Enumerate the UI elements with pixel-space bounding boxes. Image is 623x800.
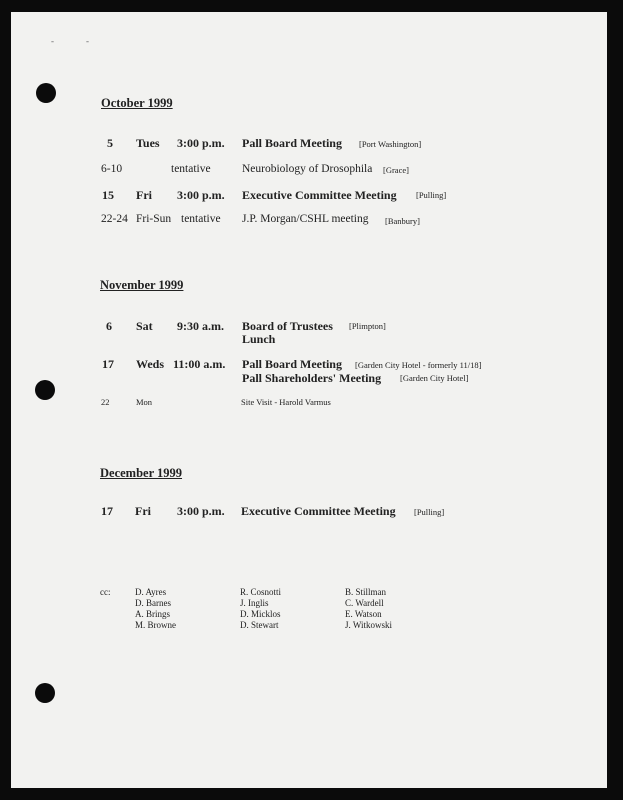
cc-column (135, 587, 176, 631)
cc-name: M. Browne (135, 620, 176, 630)
binder-hole (35, 380, 55, 400)
entry-time: tentative (181, 213, 221, 225)
entry-location: [Pulling] (414, 507, 445, 517)
entry-event: Board of Trustees (242, 319, 333, 333)
entry-time: 3:00 p.m. (177, 188, 225, 202)
entry-day: 17 (101, 504, 113, 518)
cc-name: D. Stewart (240, 620, 279, 630)
cc-name: J. Witkowski (345, 620, 392, 630)
entry-location: [Garden City Hotel - formerly 11/18] (355, 360, 482, 370)
cc-column (240, 587, 281, 631)
entry-time: 9:30 a.m. (177, 319, 224, 333)
entry-dow: Fri-Sun (136, 213, 172, 225)
entry-event: J.P. Morgan/CSHL meeting (242, 213, 369, 225)
entry-location: [Banbury] (385, 216, 420, 226)
entry-location: [Plimpton] (349, 321, 386, 331)
entry-day: 15 (102, 188, 114, 202)
entry-dow: Fri (135, 504, 151, 518)
entry-time: tentative (171, 163, 211, 175)
page-mark: - (86, 36, 89, 46)
entry-time: 3:00 p.m. (177, 136, 225, 150)
entry-day: 22-24 (101, 213, 128, 225)
entry-day: 22 (101, 397, 110, 407)
cc-column (345, 587, 392, 631)
entry-day: 6 (106, 319, 112, 333)
entry-dow: Fri (136, 188, 152, 202)
cc-name: R. Cosnotti (240, 587, 282, 597)
cc-name: D. Micklos (240, 609, 281, 619)
entry-location: [Port Washington] (359, 139, 422, 149)
entry-day: 6-10 (101, 163, 123, 175)
cc-name: B. Stillman (345, 587, 387, 597)
entry-day: 5 (107, 136, 113, 150)
month-heading-november: November 1999 (100, 278, 184, 292)
cc-name: J. Inglis (240, 598, 269, 608)
cc-name: A. Brings (135, 609, 171, 619)
entry-time: 3:00 p.m. (177, 504, 225, 518)
page-mark: - (51, 36, 54, 46)
entry-event: Pall Board Meeting (242, 136, 342, 150)
entry-dow: Mon (136, 397, 153, 407)
entry-event: Executive Committee Meeting (241, 504, 396, 518)
entry-event: Site Visit - Harold Varmus (241, 397, 331, 407)
cc-name: E. Watson (345, 609, 382, 619)
entry-dow: Sat (136, 319, 153, 333)
month-heading-december: December 1999 (100, 466, 183, 480)
entry-dow: Weds (136, 357, 165, 371)
binder-hole (36, 83, 56, 103)
cc-name: C. Wardell (345, 598, 384, 608)
cc-label: cc: (100, 587, 111, 597)
entry-event: Neurobiology of Drosophila (242, 163, 373, 175)
entry-day: 17 (102, 357, 114, 371)
entry-location: [Grace] (383, 165, 409, 175)
entry-event-line2: Pall Shareholders' Meeting (242, 371, 382, 385)
entry-event: Pall Board Meeting (242, 357, 342, 371)
binder-hole (35, 683, 55, 703)
month-heading-october: October 1999 (101, 96, 173, 110)
entry-event-line2: Lunch (242, 332, 276, 346)
entry-time: 11:00 a.m. (173, 357, 226, 371)
document-page (11, 12, 607, 788)
cc-name: D. Barnes (135, 598, 171, 608)
cc-name: D. Ayres (135, 587, 167, 597)
entry-location-line2: [Garden City Hotel] (400, 373, 469, 383)
entry-dow: Tues (136, 136, 160, 150)
entry-event: Executive Committee Meeting (242, 188, 397, 202)
entry-location: [Pulling] (416, 190, 447, 200)
